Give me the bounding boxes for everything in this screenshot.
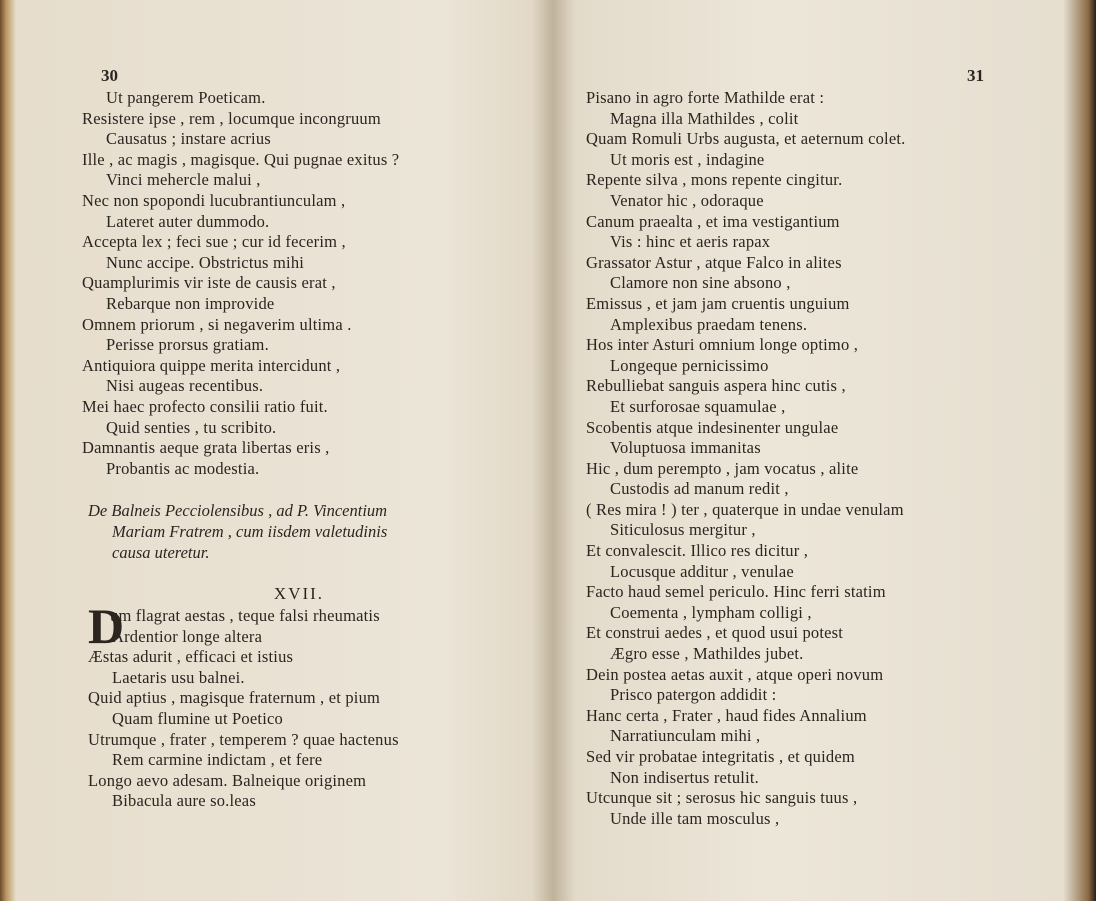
verse-line: Hic , dum perempto , jam vocatus , alite [586,458,859,478]
verse-line: Nisi augeas recentibus. [106,376,264,396]
verse-line: Ut moris est , indagine [610,149,765,169]
verse-line: Et convalescit. Illico res dicitur , [586,541,809,561]
verse-line: Custodis ad manum redit , [610,479,789,499]
verse-line: Et surforosae squamulae , [610,396,786,416]
verse-line: Quam flumine ut Poetico [112,708,283,728]
verse-line: Damnantis aeque grata libertas eris , [82,438,330,458]
verse-line: Nec non spopondi lucubrantiunculam , [82,190,346,210]
right-page-number: 31 [967,66,984,85]
verse-line: Repente silva , mons repente cingitur. [586,170,843,190]
verse-line: Grassator Astur , atque Falco in alites [586,252,842,272]
verse-line: Bibacula aure so.leas [112,791,256,811]
verse-line: Rem carmine indictam , et fere [112,750,323,770]
verse-line: Nunc accipe. Obstrictus mihi [106,252,305,272]
left-verse-lines [82,88,522,479]
verse-line: Quam Romuli Urbs augusta, et aeternum colet. [586,129,906,149]
verse-line: Quamplurimis vir iste de causis erat , [82,273,336,293]
verse-line: Narratiunculam mihi , [610,726,761,746]
verse-line: Dein postea aetas auxit , atque operi novum [586,664,884,684]
verse-line: Mei haec profecto consilii ratio fuit. [82,396,328,416]
left-page-number: 30 [101,66,118,85]
heading-line: De Balneis Pecciolensibus , ad P. Vincentium [88,501,388,520]
verse-line: Resistere ipse , rem , locumque incongruum [82,108,381,128]
verse-line: Rebulliebat sanguis aspera hinc cutis , [586,376,846,396]
verse-line: Unde ille tam mosculus , [610,808,780,828]
verse-line: Facto haud semel periculo. Hinc ferri statim [586,582,886,602]
verse-line: Prisco patergon addidit : [610,685,777,705]
verse-line: Pisano in agro forte Mathilde erat : [586,88,825,107]
verse-line: Utrumque , frater , temperem ? quae hactenus [88,729,399,749]
verse-line: Locusque additur , venulae [610,561,794,581]
verse-line: Quid senties , tu scribito. [106,417,277,437]
verse-line: Laetaris usu balnei. [112,667,245,687]
verse-line: Scobentis atque indesinenter ungulae [586,417,839,437]
verse-line: Rebarque non improvide [106,293,275,313]
verse-line: Non indisertus retulit. [610,767,759,787]
poem-heading [88,500,528,563]
heading-line: Mariam Fratrem , cum iisdem valetudinis [112,522,388,541]
verse-line: Coementa , lympham colligi , [610,602,812,622]
verse-line: Hos inter Asturi omnium longe optimo , [586,335,859,355]
poem-xvii-lines [88,598,528,812]
verse-line: Emissus , et jam jam cruentis unguium [586,293,850,313]
verse-line: Hanc certa , Frater , haud fides Annalium [586,705,867,725]
verse-line: Sed vir probatae integritatis , et quidem [586,747,855,766]
right-verse-lines [586,88,1086,829]
verse-line: Quid aptius , magisque fraternum , et pium [88,688,381,708]
drop-cap: D [88,598,125,654]
verse-line: um flagrat aestas , teque falsi rheumatis [110,606,380,625]
verse-line: Venator hic , odoraque [610,190,764,210]
verse-line: Ut pangerem Poeticam. [106,88,266,107]
verse-line: Longo aevo adesam. Balneique originem [88,770,367,790]
poem-numeral: XVII. [273,584,325,603]
verse-line: Voluptuosa immanitas [610,438,761,458]
verse-line: Clamore non sine absono , [610,273,791,293]
verse-line: Omnem priorum , si negaverim ultima . [82,314,352,334]
verse-line: Vis : hinc et aeris rapax [610,232,771,252]
verse-line: Longeque pernicissimo [610,355,769,375]
verse-line: Ardentior longe altera [112,626,263,646]
verse-line: Amplexibus praedam tenens. [610,314,808,334]
verse-line: Siticulosus mergitur , [610,520,756,540]
verse-line: Vinci mehercle malui , [106,170,261,190]
verse-line: Canum praealta , et ima vestigantium [586,211,840,231]
verse-line: Magna illa Mathildes , colit [610,108,799,128]
verse-line: Accepta lex ; feci sue ; cur id fecerim , [82,232,346,252]
verse-line: ( Res mira ! ) ter , quaterque in undae venulam [586,499,904,519]
verse-line: Lateret auter dummodo. [106,211,270,231]
verse-line: Perisse prorsus gratiam. [106,335,269,355]
verse-line: Probantis ac modestia. [106,458,260,478]
verse-line: Antiquiora quippe merita intercidunt , [82,355,341,375]
verse-line: Ægro esse , Mathildes jubet. [610,644,804,664]
verse-line: Utcunque sit ; serosus hic sanguis tuus , [586,788,858,808]
verse-line: Causatus ; instare acrius [106,129,271,149]
verse-line: Ille , ac magis , magisque. Qui pugnae exitus ? [82,149,400,169]
verse-line: Æstas adurit , efficaci et istius [88,647,294,667]
right-page [548,0,1096,901]
heading-line: causa uteretur. [112,543,210,562]
verse-line: Et construi aedes , et quod usui potest [586,623,844,643]
